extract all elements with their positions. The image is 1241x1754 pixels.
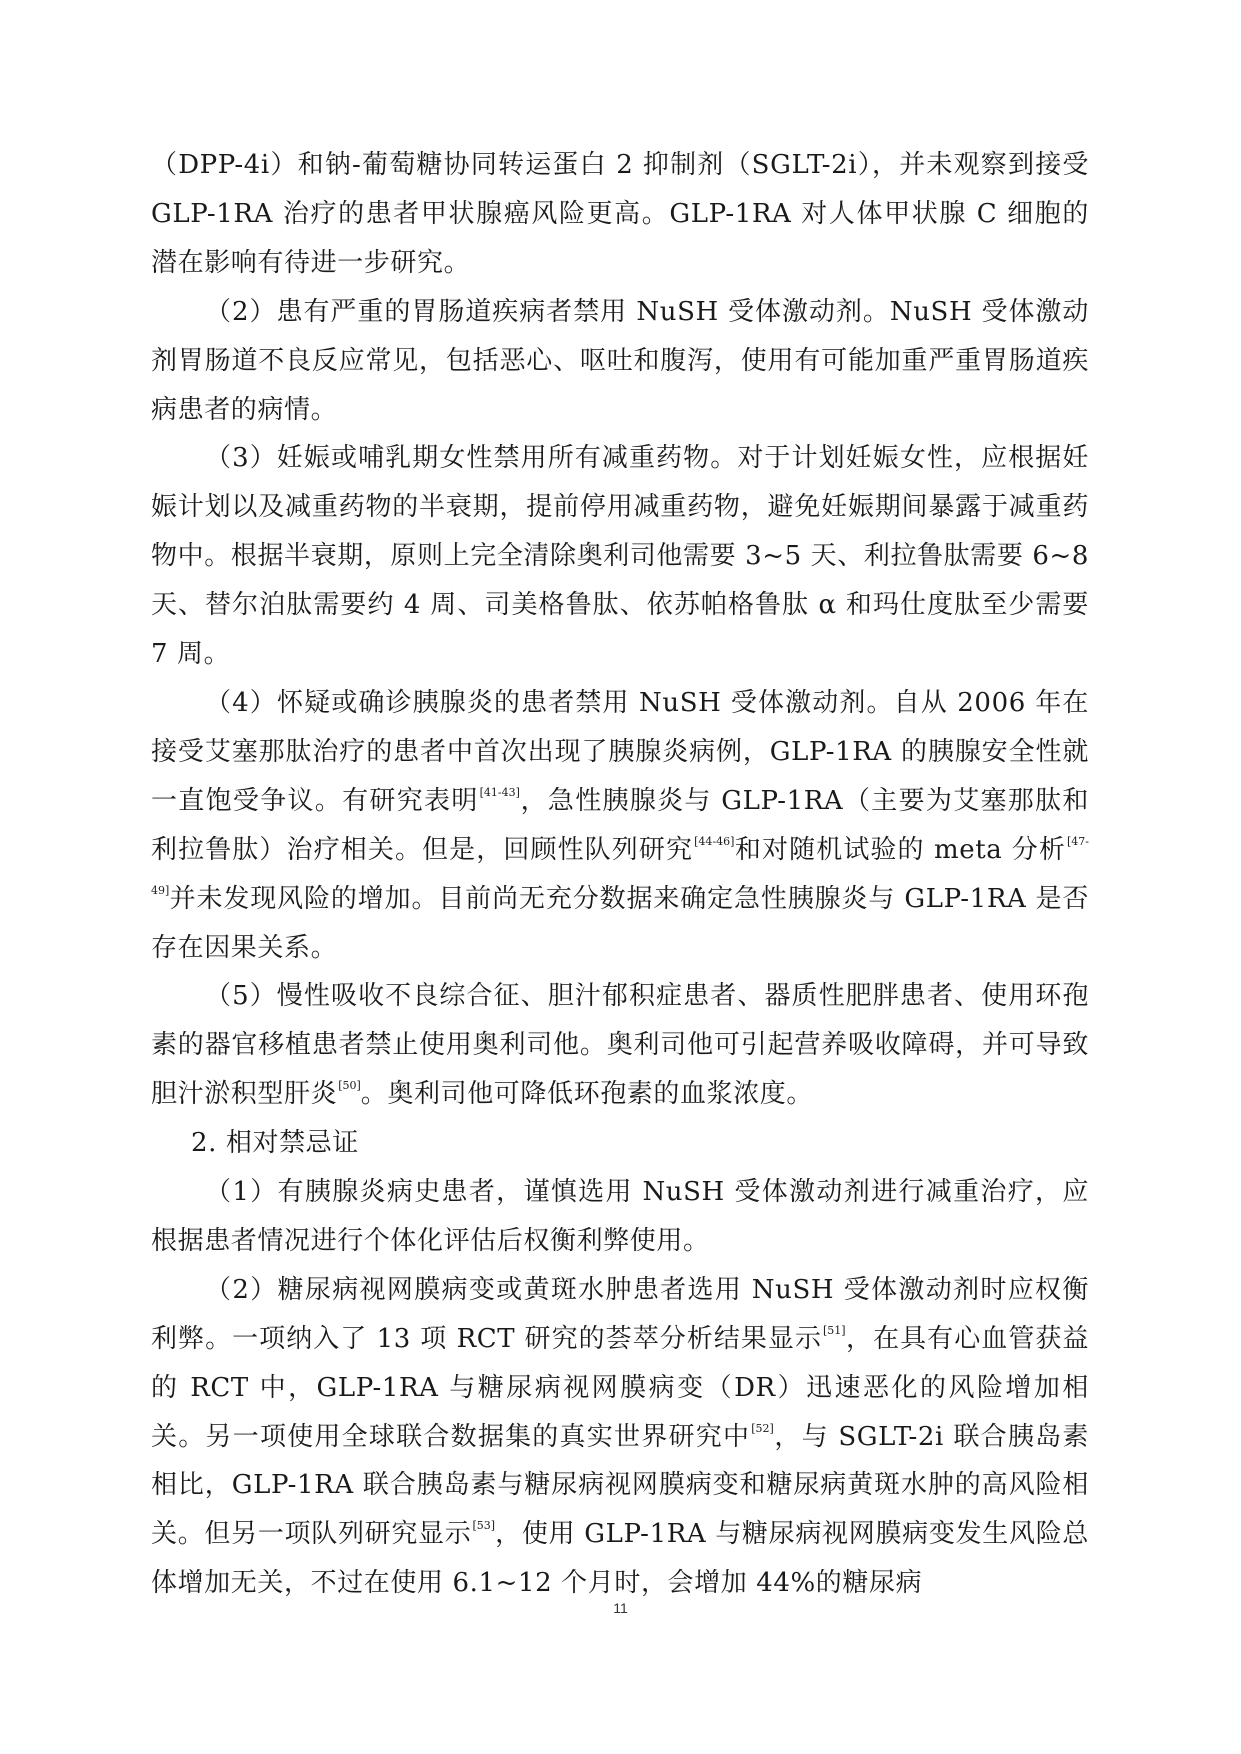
paragraph-text: 和对随机试验的 meta 分析 bbox=[734, 834, 1066, 865]
paragraph-text: （2）糖尿病视网膜病变或黄斑水肿患者选用 NuSH 受体激动剂时应权衡利弊。一项纳入了 13 项 RCT 研究的荟萃分析结果显示 bbox=[151, 1274, 1089, 1354]
paragraph-retinopathy bbox=[151, 1266, 1089, 1608]
paragraph-gi-disease bbox=[151, 288, 1089, 435]
paragraph-text: （3）妊娠或哺乳期女性禁用所有减重药物。对于计划妊娠女性，应根据妊娠计划以及减重药物的半衰期，提前停用减重药物，避免妊娠期间暴露于减重药物中。根据半衰期，原则上完全清除奥利司他需要 3~5 天、利拉鲁肽需要 6~8 天、替尔泊肽需要约 4 周、司美格鲁肽、依苏帕格鲁肽 α 和玛仕度肽至少需要 7 周。 bbox=[151, 443, 1089, 670]
paragraph-text: （DPP-4i）和钠-葡萄糖协同转运蛋白 2 抑制剂（SGLT-2i），并未观察到接受 GLP-1RA 治疗的患者甲状腺癌风险更高。GLP-1RA 对人体甲状腺 C 细胞的潜在影响有待进一步研究。 bbox=[151, 150, 1089, 278]
paragraph-text: （2）患有严重的胃肠道疾病者禁用 NuSH 受体激动剂。NuSH 受体激动剂胃肠道不良反应常见，包括恶心、呕吐和腹泻，使用有可能加重严重胃肠道疾病患者的病情。 bbox=[151, 296, 1089, 425]
paragraph-pregnancy bbox=[151, 434, 1089, 679]
citation-ref: [47-49] bbox=[151, 834, 1089, 897]
paragraph-text: ，使用 GLP-1RA 与糖尿病视网膜病变发生风险总体增加无关，不过在使用 6.1~12 个月时，会增加 44%的糖尿病 bbox=[151, 1519, 1090, 1599]
paragraph-orlistat bbox=[151, 972, 1089, 1119]
paragraph-text: ，与 SGLT-2i 联合胰岛素相比，GLP-1RA 联合胰岛素与糖尿病视网膜病变和糖尿病黄斑水肿的高风险相关。但另一项队列研究显示 bbox=[151, 1421, 1089, 1550]
paragraph-text: 并未发现风险的增加。目前尚无充分数据来确定急性胰腺炎与 GLP-1RA 是否存在因果关系。 bbox=[151, 883, 1089, 963]
citation-ref: [41-43] bbox=[479, 785, 520, 799]
paragraph-text: ，急性胰腺炎与 GLP-1RA（主要为艾塞那肽和利拉鲁肽）治疗相关。但是，回顾性队列研究 bbox=[151, 785, 1090, 865]
citation-ref: [53] bbox=[472, 1519, 496, 1533]
page-number: 11 bbox=[613, 1600, 628, 1616]
document-body bbox=[151, 141, 1089, 1608]
citation-ref: [44-46] bbox=[694, 834, 735, 848]
section-heading-relative-contraindications: 2. 相对禁忌证 bbox=[191, 1128, 359, 1159]
citation-ref: [50] bbox=[338, 1079, 361, 1093]
paragraph-thyroid-continuation bbox=[151, 141, 1089, 288]
paragraph-text: ，在具有心血管获益的 RCT 中，GLP-1RA 与糖尿病视网膜病变（DR）迅速恶化的风险增加相关。另一项使用全球联合数据集的真实世界研究中 bbox=[151, 1323, 1090, 1452]
citation-ref: [52] bbox=[751, 1421, 774, 1435]
paragraph-pancreatitis-history bbox=[151, 1168, 1089, 1266]
paragraph-text: 。奥利司他可降低环孢素的血浆浓度。 bbox=[360, 1079, 813, 1110]
citation-ref: [51] bbox=[823, 1323, 846, 1337]
paragraph-text: （1）有胰腺炎病史患者，谨慎选用 NuSH 受体激动剂进行减重治疗，应根据患者情况进行个体化评估后权衡利弊使用。 bbox=[151, 1177, 1089, 1256]
paragraph-text: （5）慢性吸收不良综合征、胆汁郁积症患者、器质性肥胖患者、使用环孢素的器官移植患者禁止使用奥利司他。奥利司他可引起营养吸收障碍，并可导致胆汁淤积型肝炎 bbox=[151, 981, 1089, 1110]
paragraph-pancreatitis bbox=[151, 679, 1089, 972]
paragraph-text: （4）怀疑或确诊胰腺炎的患者禁用 NuSH 受体激动剂。自从 2006 年在接受艾塞那肽治疗的患者中首次出现了胰腺炎病例，GLP-1RA 的胰腺安全性就一直饱受争议。有研究表明 bbox=[151, 687, 1089, 816]
